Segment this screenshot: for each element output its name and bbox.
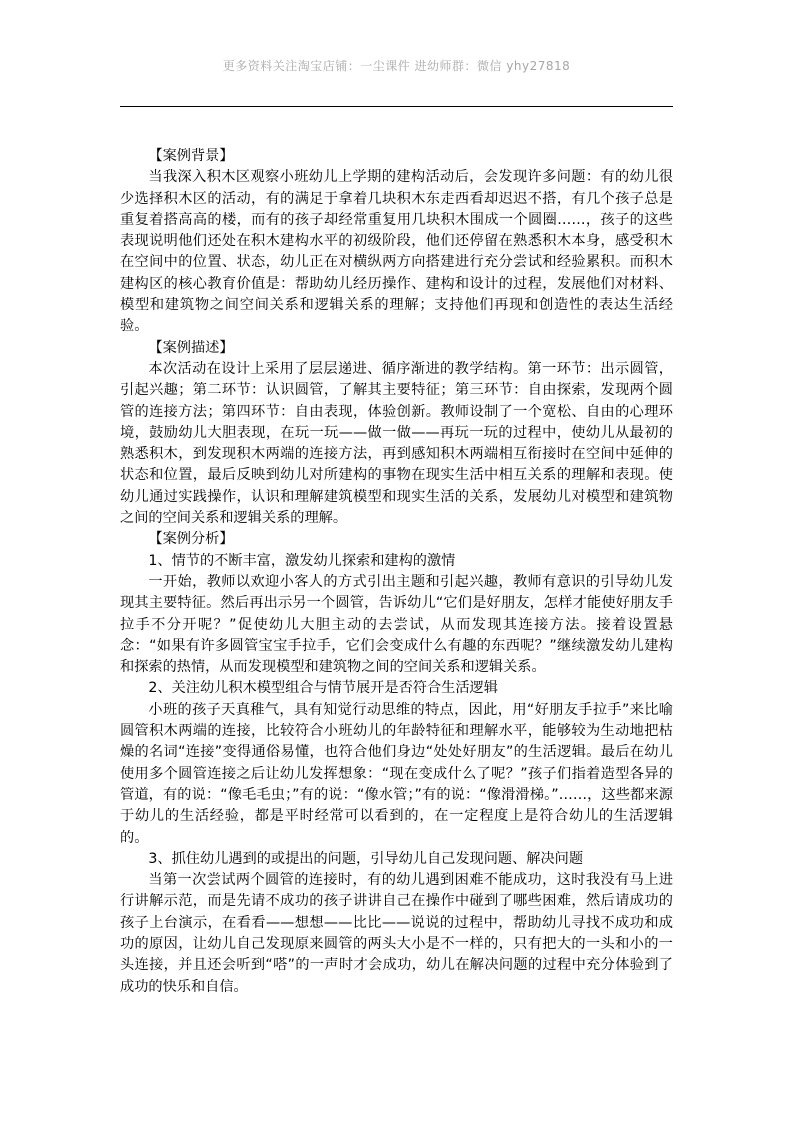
- analysis-point-2-title: 2、关注幼儿积木模型组合与情节展开是否符合生活逻辑: [148, 680, 498, 697]
- analysis-point-3-title: 3、抓住幼儿遇到的或提出的问题，引导幼儿自己发现问题、解决问题: [148, 850, 584, 867]
- analysis-point-3-body: 当第一次尝试两个圆管的连接时，有的幼儿遇到困难不能成功，这时我没有马上进行讲解示范，而是先请不成功的孩子讲讲自己在操作中碰到了哪些困难，然后请成功的孩子上台演示，在看看——想想——比比——说说的过程中，帮助幼儿寻找不成功和成功的原因，让幼儿自己发现原来圆管的两头大小是不一样的，只有把大的一头和小的一头连接，并且还会听到“嗒”的一声时才会成功，幼儿在解决问题的过程中充分体验到了成功的快乐和自信。: [120, 872, 673, 995]
- section-heading-description: 【案例描述】: [148, 339, 234, 356]
- section-heading-background: 【案例背景】: [148, 148, 234, 164]
- document-body: [120, 146, 673, 998]
- analysis-point-1-body: 一开始，教师以欢迎小客人的方式引出主题和引起兴趣，教师有意识的引导幼儿发现其主要特征。然后再出示另一个圆管，告诉幼儿“它们是好朋友，怎样才能使好朋友手拉手不分开呢？”促使幼儿大胆主动的去尝试，从而发现其连接方法。接着设置悬念：“如果有许多圆管宝宝手拉手，它们会变成什么有趣的东西呢？”继续激发幼儿建构和探索的热情，从而发现模型和建筑物之间的空间关系和逻辑关系。: [120, 573, 673, 676]
- analysis-point-1-title: 1、情节的不断丰富，激发幼儿探索和建构的激情: [148, 552, 456, 569]
- paragraph-description: 本次活动在设计上采用了层层递进、循序渐进的教学结构。第一环节：出示圆管，引起兴趣；第二环节：认识圆管，了解其主要特征；第三环节：自由探索，发现两个圆管的连接方法；第四环节：自由表现，体验创新。教师设制了一个宽松、自由的心理环境，鼓励幼儿大胆表现，在玩一玩——做一做——再玩一玩的过程中，使幼儿从最初的熟悉积木，到发现积木两端的连接方法，再到感知积木两端相互衔接时在空间中延伸的状态和位置，最后反映到幼儿对所建构的事物在现实生活中相互关系的理解和表现。使幼儿通过实践操作，认识和理解建筑模型和现实生活的关系，发展幼儿对模型和建筑物之间的空间关系和逻辑关系的理解。: [120, 360, 673, 527]
- page-header: 更多资料关注淘宝店铺：一尘课件 进幼师群：微信 yhy27818: [222, 59, 571, 73]
- analysis-point-2-body: 小班的孩子天真稚气，具有知觉行动思维的特点，因此，用“好朋友手拉手”来比喻圆管积木两端的连接，比较符合小班幼儿的年龄特征和理解水平，能够较为生动地把枯燥的名词“连接”变得通俗易懂，也符合他们身边“处处好朋友”的生活逻辑。最后在幼儿使用多个圆管连接之后让幼儿发挥想象：“现在变成什么了呢？”孩子们指着造型各异的管道，有的说：“像毛毛虫；”有的说：“像水管；”有的说：“像滑滑梯。”……，这些都来源于幼儿的生活经验，都是平时经常可以看到的，在一定程度上是符合幼儿的生活逻辑的。: [120, 701, 673, 846]
- section-heading-analysis: 【案例分析】: [148, 531, 234, 548]
- paragraph-background: 当我深入积木区观察小班幼儿上学期的建构活动后，会发现许多问题：有的幼儿很少选择积木区的活动，有的满足于拿着几块积木东走西看却迟迟不搭，有几个孩子总是重复着搭高高的楼，而有的孩子却经常重复用几块积木围成一个圆圈……，孩子的这些表现说明他们还处在积木建构水平的初级阶段，他们还停留在熟悉积木本身，感受积木在空间中的位置、状态，幼儿正在对横纵两方向搭建进行充分尝试和经验累积。而积木建构区的核心教育价值是：帮助幼儿经历操作、建构和设计的过程，发展他们对材料、模型和建筑物之间空间关系和逻辑关系的理解；支持他们再现和创造性的表达生活经验。: [120, 169, 673, 335]
- header-rule: [120, 106, 673, 107]
